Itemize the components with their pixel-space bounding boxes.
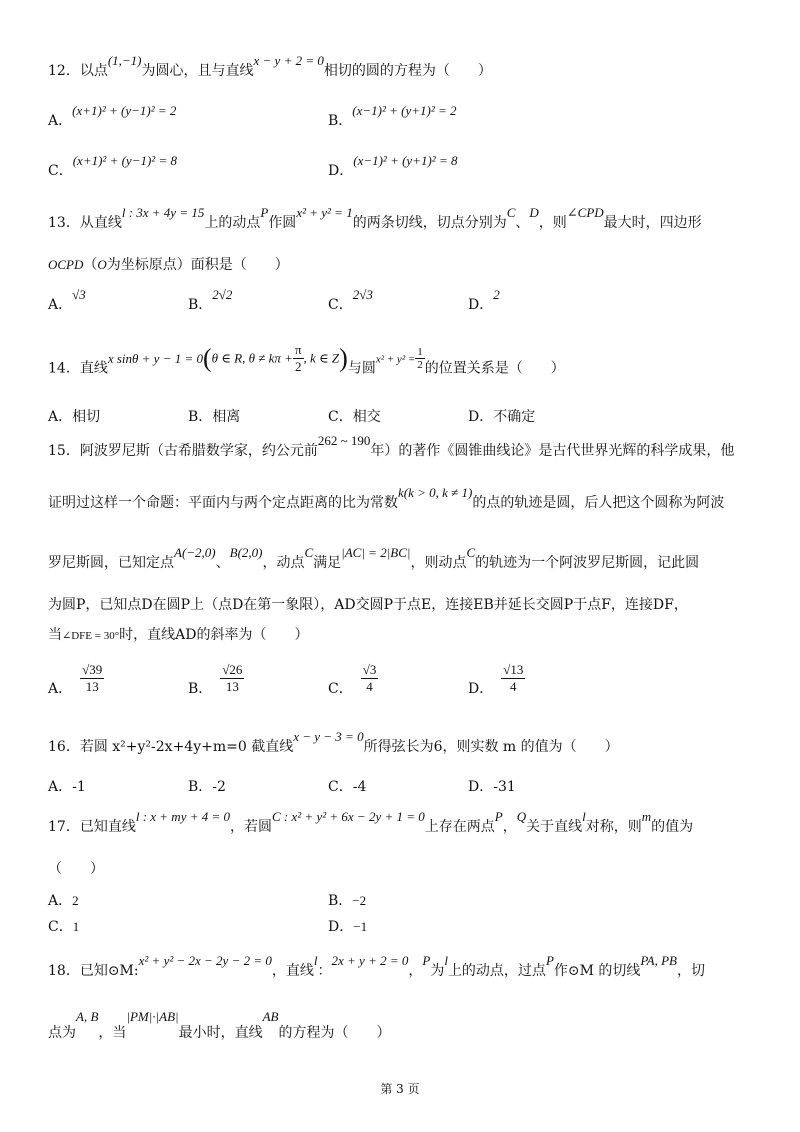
question-18-stem-line2: 点为A, B，当|PM|·|AB|最小时，直线AB的方程为（ ） [48,1009,391,1041]
q17-option-a[interactable]: A．2 [48,893,79,909]
q12-option-b[interactable]: B．(x−1)² + (y+1)² = 2 [328,103,457,129]
question-15-stem: 15．阿波罗尼斯（古希腊数学家，约公元前262 ~ 190年）的著作《圆锥曲线论》是古代世界光辉的科学成果，他 [48,433,735,459]
question-15-stem-line5: 当∠DFE = 30°时，直线AD的斜率为（ ） [48,627,309,643]
question-13-stem-line2: OCPD（O为坐标原点）面积是（ ） [48,257,289,273]
q13-option-d[interactable]: D．2 [468,287,500,313]
question-15-stem-line3: 罗尼斯圆，已知定点A(−2,0)、B(2,0)，动点C满足|AC| = 2|BC|，则动点C的轨迹为一个阿波罗尼斯圆，记此圆 [48,545,700,571]
q17-option-c[interactable]: C．1 [48,919,80,935]
question-15-stem-line2: 证明过这样一个命题：平面内与两个定点距离的比为常数k(k > 0, k ≠ 1)的点的轨迹是圆，后人把这个圆称为阿波 [48,485,725,511]
question-16-stem: 16．若圆 x²+y²-2x+4y+m=0 截直线x − y − 3 = 0所得弦长为6，则实数 m 的值为（ ） [48,729,619,755]
q16-option-b[interactable]: B．-2 [188,779,226,795]
q14-option-d[interactable]: D．不确定 [468,409,536,425]
q14-option-a[interactable]: A．相切 [48,409,101,425]
q16-option-c[interactable]: C．-4 [328,779,367,795]
formula-center-point: (1,−1) [107,53,142,68]
q15-option-c[interactable]: C． $\frac{√3}{4}$ [328,662,377,697]
question-17-stem: 17．已知直线l : x + my + 4 = 0，若圆C : x² + y² + 6x − 2y + 1 = 0上存在两点P，Q关于直线l对称，则m的值为 [48,809,694,835]
question-14-stem: 14．直线x sinθ + y − 1 = 0(θ ∈ R, θ ≠ kπ + $\frac{\pi}{2}$ , k ∈ Z)与圆x² + y² = $\frac{1}{2}$ 的位置关系是（ ） [48,342,565,377]
q14-option-b[interactable]: B．相离 [188,409,241,425]
q13-option-c[interactable]: C．2√3 [328,287,373,313]
q17-option-d[interactable]: D．−1 [328,919,368,935]
question-12-stem: 12．以点(1,−1)为圆心，且与直线x − y + 2 = 0相切的圆的方程为（ ） [48,53,492,79]
fraction-pi-over-2: $\frac{\pi}{2}$ [294,342,302,374]
question-17-answer-paren: （ ） [48,861,104,877]
q15-option-a[interactable]: A． $\frac{√39}{13}$ [48,662,103,697]
q16-option-a[interactable]: A．-1 [48,779,86,795]
page-number: 第 3 页 [380,1082,420,1096]
q13-option-a[interactable]: A．√3 [48,287,86,313]
question-18-stem: 18．已知⊙M:x² + y² − 2x − 2y − 2 = 0，直线l：2x + y + 2 = 0，P为l上的动点，过点P作⊙M 的切线PA, PB，切 [48,953,705,979]
q15-option-d[interactable]: D． $\frac{√13}{4}$ [468,662,524,697]
question-15-stem-line4: 为圆P，已知点D在圆P上（点D在第一象限），AD交圆P于点E，连接EB并延长交圆P于点F，连接DF， [48,597,688,613]
q14-option-c[interactable]: C．相交 [328,409,381,425]
q16-option-d[interactable]: D．-31 [468,779,516,795]
q13-option-b[interactable]: B．2√2 [188,287,233,313]
q12-option-a[interactable]: A．(x+1)² + (y−1)² = 2 [48,103,177,129]
q12-option-d[interactable]: D．(x−1)² + (y+1)² = 8 [328,153,458,179]
q12-option-c[interactable]: C．(x+1)² + (y−1)² = 8 [48,153,177,179]
q15-option-b[interactable]: B． $\frac{√26}{13}$ [188,662,243,697]
question-13-stem: 13．从直线l : 3x + 4y = 15上的动点P作圆x² + y² = 1的两条切线，切点分别为C、D，则∠CPD最大时，四边形 [48,205,702,231]
q17-option-b[interactable]: B．−2 [328,893,367,909]
formula-line: x − y + 2 = 0 [253,53,324,68]
